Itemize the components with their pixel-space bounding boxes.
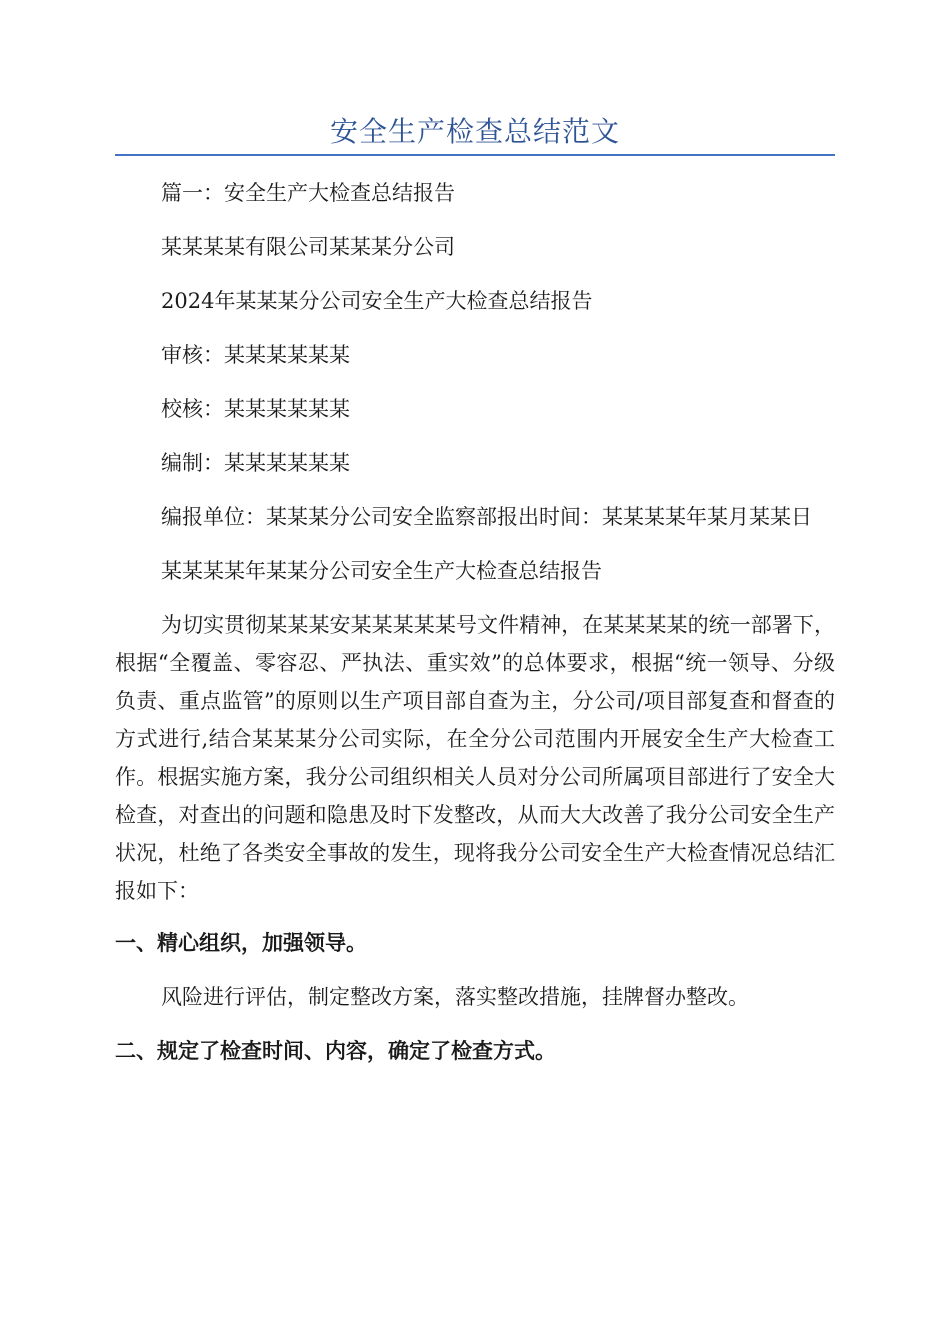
paragraph-introduction: 为切实贯彻某某某安某某某某某号文件精神，在某某某某的统一部署下，根据“全覆盖、零容忍、严执法、重实效”的总体要求，根据“统一领导、分级负责、重点监管”的原则以生产项目部自查为主，分公司/项目部复查和督查的方式进行,结合某某某分公司实际，在全分公司范围内开展安全生产大检查工作。根据实施方案，我分公司组织相关人员对分公司所属项目部进行了安全大检查，对查出的问题和隐患及时下发整改，从而大大改善了我分公司安全生产状况，杜绝了各类安全事故的发生，现将我分公司安全生产大检查情况总结汇报如下： (115, 613, 835, 903)
paragraph-checker: 校核：某某某某某某 (161, 397, 350, 421)
paragraph-company-name: 某某某某有限公司某某某分公司 (161, 235, 455, 259)
document-title: 安全生产检查总结范文 (329, 115, 620, 148)
heading-section-one: 一、精心组织，加强领导。 (115, 931, 367, 955)
paragraph-section-heading: 篇一：安全生产大检查总结报告 (161, 181, 455, 205)
paragraph-report-title: 2024年某某某分公司安全生产大检查总结报告 (161, 289, 593, 313)
paragraph-editor: 编制：某某某某某某 (161, 451, 350, 475)
paragraph-reviewer: 审核：某某某某某某 (161, 343, 350, 367)
paragraph-reporting-unit: 编报单位：某某某分公司安全监察部报出时间：某某某某年某月某某日 (161, 505, 812, 529)
heading-section-two: 二、规定了检查时间、内容，确定了检查方式。 (115, 1039, 556, 1063)
title-underline (115, 154, 835, 156)
paragraph-report-subtitle: 某某某某年某某分公司安全生产大检查总结报告 (161, 559, 602, 583)
document-body (115, 174, 835, 1086)
paragraph-risk-assessment: 风险进行评估，制定整改方案，落实整改措施，挂牌督办整改。 (161, 985, 749, 1009)
